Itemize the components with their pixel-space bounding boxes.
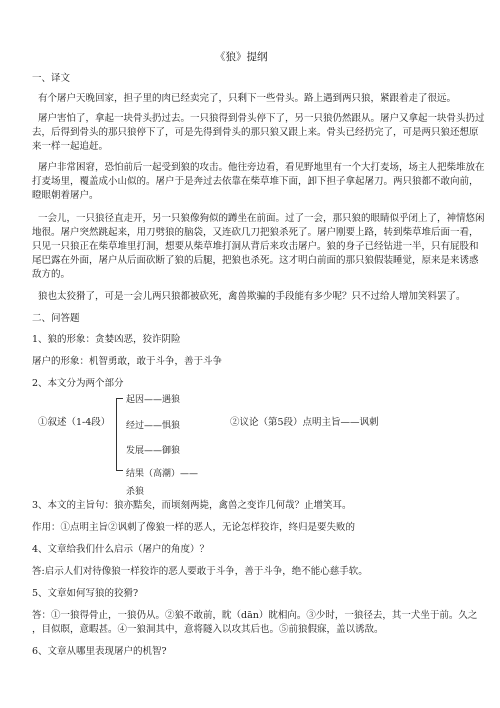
diagram-brace-tick	[116, 470, 123, 471]
diagram-brace-tick	[116, 398, 123, 399]
diagram-brace	[116, 398, 117, 470]
paragraph-line: 只见一只狼正在柴草堆里打洞，想要从柴草堆打洞从背后来攻击屠户。狼的身子已经钻进一半，只有屁股和	[32, 241, 479, 252]
question-4-answer: 答:启示人们对待像狼一样狡诈的恶人要敢于斗争，善于斗争，绝不能心慈手软。	[32, 566, 368, 577]
diagram-item: 经过——惧狼	[126, 421, 181, 431]
question-5: 5、文章如何写狼的狡猾?	[32, 588, 139, 599]
question-5-answer: ，目似瞑，意暇甚。④一狼洞其中，意将隧入以攻其后也。⑤前狼假寐，盖以诱敌。	[32, 624, 384, 635]
paragraph-line: 来一样一起追赶。	[32, 141, 109, 152]
paragraph-line: 一会儿，一只狼径直走开，另一只狼像狗似的蹲坐在前面。过了一会，那只狼的眼睛似乎闭上了，神情悠闲	[38, 213, 485, 224]
question-3: 3、本文的主旨句：狼亦黠矣，而顷刻两毙，禽兽之变诈几何哉？止增笑耳。	[32, 500, 352, 511]
paragraph-line: 屠户非常困窘，恐怕前后一起受到狼的攻击。他往旁边看，看见野地里有一个大打麦场，场主人把柴堆放在	[38, 162, 485, 173]
paragraph-line: 敌方的。	[32, 269, 71, 280]
paragraph-line: 打麦场里，覆盖成小山似的。屠户于是奔过去依靠在柴草堆下面，卸下担子拿起屠刀。两只狼都不敢向前，	[32, 176, 479, 187]
question-6: 6、文章从哪里表现屠户的机智?	[32, 646, 167, 657]
paragraph-line: 地很。屠户突然跳起来，用刀劈狼的脑袋，又连砍几刀把狼杀死了。屠户刚要上路，转到柴草堆后面一看，	[32, 227, 479, 238]
diagram-item: 起因——遇狼	[126, 395, 181, 405]
question-3-effect: 作用：①点明主旨②讽刺了像狼一样的恶人，无论怎样狡诈，终归是要失败的	[32, 522, 356, 533]
paragraph-line: 去，后得到骨头的那只狼停下了，可是先得到骨头的那只狼又跟上来。骨头已经扔完了，可是两只狼还想原	[32, 127, 479, 138]
diagram-left-label: ①叙述（1-4段）	[38, 417, 111, 428]
paragraph-line: 尾巴露在外面，屠户从后面砍断了狼的后腿，把狼也杀死。这才明白前面的那只狼假装睡觉，原来是来诱惑	[32, 255, 479, 266]
question-1: 1、狼的形象：贪婪凶恶，狡诈阴险	[32, 334, 181, 345]
section-heading-questions: 二、问答题	[32, 313, 80, 324]
question-4: 4、文章给我们什么启示（屠户的角度）？	[32, 544, 210, 555]
diagram-item: 结果（高潮）——	[126, 469, 199, 479]
question-2: 2、本文分为两个部分	[32, 378, 124, 389]
page-title: 《狼》提纲	[215, 51, 268, 63]
paragraph-line: 有个屠户天晚回家，担子里的肉已经卖完了，只剩下一些骨头。路上遇到两只狼，紧跟着走了很远。	[38, 93, 457, 104]
paragraph-line: 屠户害怕了，拿起一块骨头扔过去。一只狼得到骨头停下了，另一只狼仍然跟从。屠户又拿起一块骨头扔过	[38, 113, 485, 124]
paragraph-line: 瞪眼朝着屠户。	[32, 190, 99, 201]
question-5-answer: 答：①一狼得骨止，一狼仍从。②狼不敢前，眈（dān）眈相向。③少时，一狼径去，其一犬坐于前。久之	[32, 610, 478, 621]
section-heading-translation: 一、译文	[32, 73, 71, 84]
diagram-item: 杀狼	[126, 487, 145, 497]
diagram-item: 发展——御狼	[126, 446, 181, 456]
question-1-butcher: 屠户的形象：机智勇敢，敢于斗争，善于斗争	[32, 356, 223, 367]
diagram-right-label: ②议论（第5段）点明主旨——讽刺	[230, 417, 379, 428]
paragraph-line: 狼也太狡猾了，可是一会儿两只狼都被砍死，禽兽欺骗的手段能有多少呢？只不过给人增加笑料罢了。	[38, 291, 466, 302]
